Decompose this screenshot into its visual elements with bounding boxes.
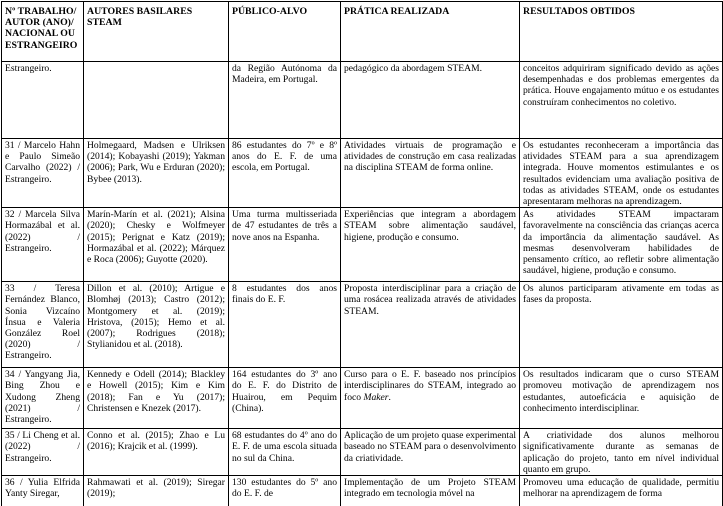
cell-audience: 164 estudantes do 3º ano do E. F. do Distrito de Huairou, em Pequim (China). (229, 368, 341, 429)
cell-practice: pedagógico da abordagem STEAM. (341, 62, 520, 139)
cell-authors: Kennedy e Odell (2014); Blackley e Howell (2015); Kim e Kim (2018); Fan e Yu (2017); Christensen e Knezek (2017). (84, 368, 229, 429)
table-row (2, 429, 723, 476)
cell-results: A criatividade dos alunos melhorou significativamente durante as semanas de aplicação do projeto, tanto em nível individual quanto em grupo. (520, 429, 723, 476)
cell-audience: 86 estudantes do 7º e 8º anos do E. F. de uma escola, em Portugal. (229, 139, 341, 208)
cell-practice: Atividades virtuais de programação e atividades de construção em casa realizadas na disciplina STEAM de forma online. (341, 139, 520, 208)
cell-work: 33 / Teresa Fernández Blanco, Sonia Vizcaíno Ínsua e Valeria González Roel (2020) / Estrangeiro. (2, 282, 84, 368)
cell-audience: da Região Autónoma da Madeira, em Portugal. (229, 62, 341, 139)
cell-audience: 8 estudantes dos anos finais do E. F. (229, 282, 341, 368)
cell-authors (84, 62, 229, 139)
studies-table (1, 1, 723, 506)
cell-practice: Experiências que integram a abordagem STEAM sobre alimentação saudável, higiene, produção e consumo. (341, 208, 520, 282)
cell-results: Os alunos participaram ativamente em todas as fases da proposta. (520, 282, 723, 368)
practice-emphasis: Maker (363, 391, 389, 403)
cell-work: Estrangeiro. (2, 62, 84, 139)
cell-authors: Holmegaard, Madsen e Ulriksen (2014); Kobayashi (2019); Yakman (2006); Park, Wu e Erduran (2020); Bybee (2013). (84, 139, 229, 208)
cell-authors: Dillon et al. (2010); Artigue e Blomhøj (2013); Castro (2012); Montgomery et al. (2019); Hristova, (2015); Hemo et al. (2007); Rodrigues (2018); Stylianidou et al. (2018). (84, 282, 229, 368)
cell-audience: 130 estudantes do 5º ano do E. F. de (229, 476, 341, 506)
practice-end: . (388, 391, 391, 403)
table-row (2, 476, 723, 506)
table-row (2, 368, 723, 429)
cell-audience: 68 estudantes do 4º ano do E. F. de uma escola situada no sul da China. (229, 429, 341, 476)
table-row (2, 282, 723, 368)
header-practice: PRÁTICA REALIZADA (341, 2, 520, 62)
cell-audience: Uma turma multisseriada de 47 estudantes de três a nove anos na Espanha. (229, 208, 341, 282)
cell-authors: Conno et al. (2015); Zhao e Lu (2016); Krajcik et al. (1999). (84, 429, 229, 476)
cell-practice: Aplicação de um projeto quase experimental baseado no STEAM para o desenvolvimento da criatividade. (341, 429, 520, 476)
cell-work: 34 / Yangyang Jia, Bing Zhou e Xudong Zheng (2021) / Estrangeiro. (2, 368, 84, 429)
cell-results: Promoveu uma educação de qualidade, permitiu melhorar na aprendizagem de forma (520, 476, 723, 506)
cell-work: 31 / Marcelo Hahn e Paulo Simeão Carvalho (2022) / Estrangeiro. (2, 139, 84, 208)
cell-practice: Implementação de um Projeto STEAM integrado em tecnologia móvel na (341, 476, 520, 506)
cell-authors: Rahmawati et al. (2019); Siregar (2019); (84, 476, 229, 506)
header-results: RESULTADOS OBTIDOS (520, 2, 723, 62)
cell-work: 35 / Li Cheng et al. (2022) / Estrangeiro. (2, 429, 84, 476)
header-authors: AUTORES BASILARES STEAM (84, 2, 229, 62)
cell-work: 32 / Marcela Silva Hormazábal et al. (2022) / Estrangeiro. (2, 208, 84, 282)
cell-results: As atividades STEAM impactaram favoravelmente na consciência das crianças acerca da importância da alimentação saudável. As mesmas desenvolveram habilidades de pensamento crítico, ao refletir sobre alimentação saudável, higiene, produção e consumo. (520, 208, 723, 282)
cell-practice: Proposta interdisciplinar para a criação de uma rosácea realizada através de atividades STEAM. (341, 282, 520, 368)
table-row (2, 62, 723, 139)
table-header-row (2, 2, 723, 62)
practice-text: Curso para o E. F. baseado nos princípios interdisciplinares do STEAM, integrado ao foco (344, 369, 516, 403)
cell-work: 36 / Yulia Elfrida Yanty Siregar, (2, 476, 84, 506)
table-row (2, 139, 723, 208)
cell-authors: Marín-Marín et al. (2021); Alsina (2020); Chesky e Wolfmeyer (2015); Perignat e Katz (2019); Hormazábal et al. (2022); Márquez e Roca (2006); Guyotte (2020). (84, 208, 229, 282)
header-audience: PÚBLICO-ALVO (229, 2, 341, 62)
cell-results: conceitos adquiriram significado devido as ações desempenhadas e dos problemas emergentes da prática. Houve engajamento mútuo e os estudantes construíram conhecimentos no coletivo. (520, 62, 723, 139)
table-row (2, 208, 723, 282)
header-work: Nº TRABALHO/ AUTOR (ANO)/ NACIONAL OU ESTRANGEIRO (2, 2, 84, 62)
cell-results: Os resultados indicaram que o curso STEAM promoveu motivação de aprendizagem nos estudantes, autoeficácia e aquisição de conhecimento interdisciplinar. (520, 368, 723, 429)
cell-practice (341, 368, 520, 429)
cell-results: Os estudantes reconheceram a importância das atividades STEAM para a sua aprendizagem integrada. Houve momentos estimulantes e os resultados evidenciam uma avaliação positiva de todas as atividades STEAM, onde os estudantes apresentaram melhoras na aprendizagem. (520, 139, 723, 208)
